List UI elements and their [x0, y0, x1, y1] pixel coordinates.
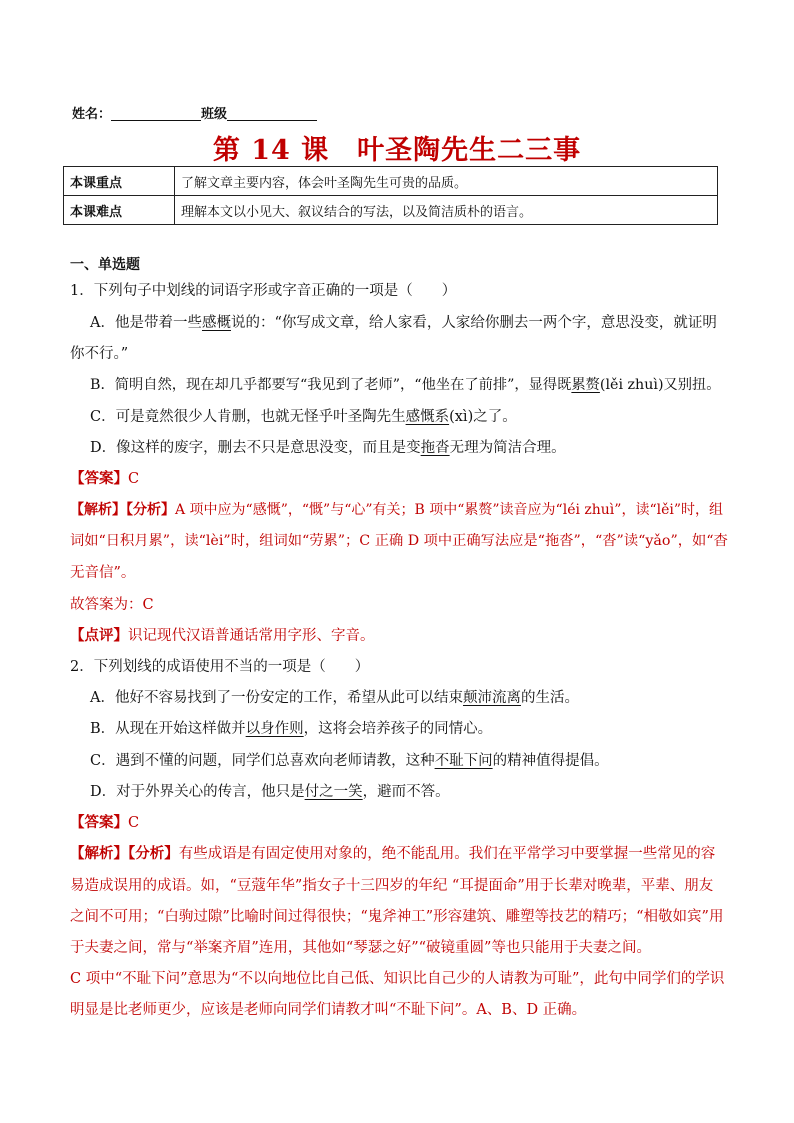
q1-analysis-line-2: 词如“日积月累”，读“lèi”时，组词如“劳累”；C 正确 D 项中正确写法应是“拖沓”，“沓”读“yǎo”，如“杳 — [70, 533, 728, 549]
q1-comment: 【点评】识记现代汉语普通话常用字形、字音。 — [70, 627, 375, 644]
lesson-title: 第 14 课 叶圣陶先生二三事 — [212, 135, 582, 166]
q2-analysis-line-4: 于夫妻之间，常与“举案齐眉”连用，其他如“琴瑟之好”“破镜重圆”等也只能用于夫妻之间。 — [70, 940, 651, 956]
q1-option-d: D．像这样的废字，删去不只是意思没变，而且是变拖沓无理为简洁合理。 — [90, 440, 566, 456]
q1-stem: 1．下列句子中划线的词语字形或字音正确的一项是（ ） — [70, 283, 457, 299]
q1-option-a-cont: 你不行。” — [70, 346, 129, 362]
q2-d-underlined: 付之一笑 — [304, 784, 363, 800]
q1-d-underlined: 拖沓 — [420, 440, 450, 456]
difficulty-value: 理解本文以小见大、叙议结合的写法，以及简洁质朴的语言。 — [175, 196, 718, 225]
q2-analysis-line-6: 明显是比老师更少，应该是老师向同学们请教才叫“不耻下问”。A、B、D 正确。 — [70, 1002, 587, 1018]
q2-c-underlined: 不耻下问 — [434, 753, 493, 769]
key-point-label: 本课重点 — [64, 167, 175, 196]
name-label: 姓名： — [72, 107, 112, 122]
q1-option-a: A．他是带着一些感概说的：“你写成文章，给人家看，人家给你删去一两个字，意思没变，就证明 — [90, 315, 717, 331]
q1-analysis-line-1: 【解析】【分析】A 项中应为“感慨”，“慨”与“心”有关；B 项中“累赘”读音应为“léi zhuì”，读“lěi”时，组 — [70, 502, 724, 518]
difficulty-label: 本课难点 — [64, 196, 175, 225]
q2-a-underlined: 颠沛流离 — [462, 690, 521, 706]
q2-analysis-line-1: 【解析】【分析】有些成语是有固定使用对象的，绝不能乱用。我们在平常学习中要掌握一些常见的容 — [70, 845, 716, 862]
key-point-value: 了解文章主要内容，体会叶圣陶先生可贵的品质。 — [175, 167, 718, 196]
class-blank — [227, 106, 317, 121]
q1-answer: 【答案】C — [70, 470, 140, 487]
q2-analysis-line-3: 之间不可用；“白驹过隙”比喻时间过得很快；“鬼斧神工”形容建筑、雕塑等技艺的精巧；“相敬如宾”用 — [70, 909, 724, 925]
q2-option-c: C．遇到不懂的问题，同学们总喜欢向老师请教，这种不耻下问的精神值得提倡。 — [90, 753, 609, 769]
q2-b-underlined: 以身作则 — [245, 721, 304, 737]
section-title: 一、单选题 — [70, 257, 140, 273]
q2-stem: 2．下列划线的成语使用不当的一项是（ ） — [70, 659, 370, 675]
table-row — [64, 196, 718, 225]
class-label: 班级 — [201, 107, 228, 122]
q1-analysis-line-3: 无音信”。 — [70, 565, 136, 581]
name-class-line — [72, 103, 317, 122]
q2-option-b: B．从现在开始这样做并以身作则，这将会培养孩子的同情心。 — [90, 721, 493, 737]
q2-option-d: D．对于外界关心的传言，他只是付之一笑，避而不答。 — [90, 784, 450, 800]
q1-option-c: C．可是竟然很少人肯删，也就无怪乎叶圣陶先生感慨系(xì)之了。 — [90, 409, 517, 425]
q1-a-underlined: 感概 — [201, 315, 231, 331]
q2-analysis-line-2: 易造成误用的成语。如，“豆蔻年华”指女子十三四岁的年纪 “耳提面命”用于长辈对晚辈，平辈、朋友 — [70, 878, 714, 894]
q2-analysis-line-5: C 项中“不耻下问”意思为“不以向地位比自己低、知识比自己少的人请教为可耻”，此句中同学们的学识 — [70, 971, 725, 987]
table-row — [64, 167, 718, 196]
q1-option-b: B．简明自然，现在却几乎都要写“我见到了老师”，“他坐在了前排”，显得既累赘(lěi zhuì)又别扭。 — [90, 377, 721, 393]
q2-answer: 【答案】C — [70, 814, 140, 831]
q2-option-a: A．他好不容易找到了一份安定的工作，希望从此可以结束颠沛流离的生活。 — [90, 690, 579, 706]
q1-conclusion: 故答案为：C — [70, 597, 154, 613]
q1-b-underlined: 累赘 — [571, 377, 600, 393]
name-blank — [111, 106, 201, 121]
q1-c-underlined: 感慨系 — [405, 409, 450, 425]
lesson-info-table — [63, 166, 718, 225]
